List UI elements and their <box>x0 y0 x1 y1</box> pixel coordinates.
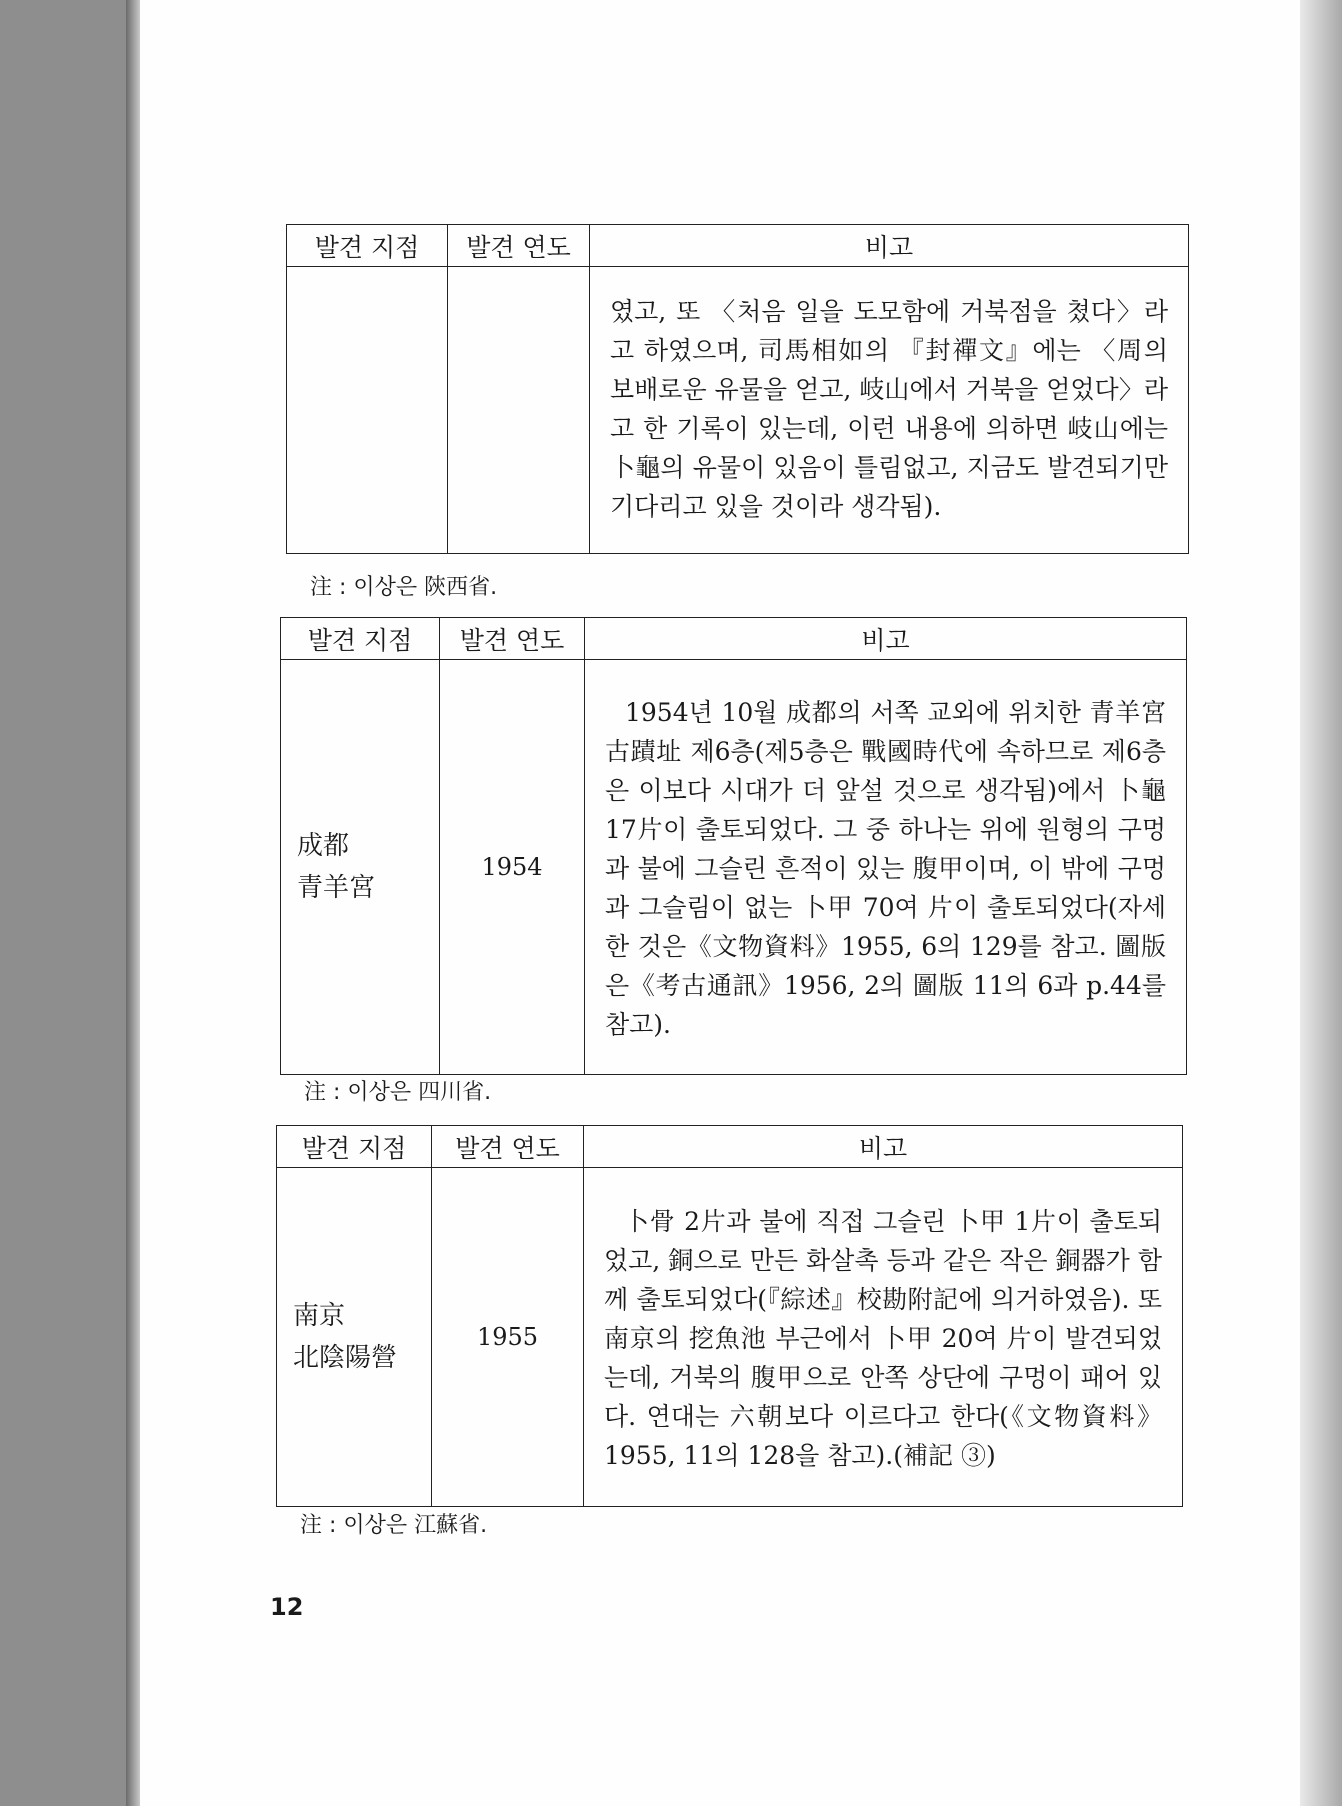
cell-remark: 卜骨 2片과 불에 직접 그슬린 卜甲 1片이 출토되었고, 銅으로 만든 화살촉 등과 같은 작은 銅器가 함께 출토되었다(『綜述』校勘附記에 의거하였음). 또 南京의 挖魚池 부근에서 卜甲 20여 片이 발견되었는데, 거북의 腹甲으로 안쪽 상단에 구멍이 패어 있다. 연대는 六朝보다 이르다고 한다(《文物資料》1955, 11의 128을 참고).(補記 ③) <box>584 1168 1183 1507</box>
header-year: 발견 연도 <box>440 618 585 660</box>
table-shaanxi <box>286 224 1189 554</box>
table-header-row <box>287 225 1189 267</box>
cell-location: 南京 北陰陽營 <box>277 1168 432 1507</box>
header-remark: 비고 <box>584 1126 1183 1168</box>
table-row <box>281 660 1187 1075</box>
table-jiangsu <box>276 1125 1183 1507</box>
header-location: 발견 지점 <box>281 618 440 660</box>
table-note: 注 : 이상은 江蘇省. <box>300 1513 488 1538</box>
cell-location: 成都 青羊宮 <box>281 660 440 1075</box>
cell-remark: 1954년 10월 成都의 서쪽 교외에 위치한 青羊宮 古蹟址 제6층(제5층은 戰國時代에 속하므로 제6층은 이보다 시대가 더 앞설 것으로 생각됨)에서 卜龜 17片이 출토되었다. 그 중 하나는 위에 원형의 구멍과 불에 그슬린 흔적이 있는 腹甲이며, 이 밖에 구멍과 그슬림이 없는 卜甲 70여 片이 출토되었다(자세한 것은《文物資料》1955, 6의 129를 참고. 圖版은《考古通訊》1956, 2의 圖版 11의 6과 p.44를 참고). <box>585 660 1187 1075</box>
header-location: 발견 지점 <box>287 225 448 267</box>
cell-year: 1955 <box>432 1168 584 1507</box>
table-sichuan <box>280 617 1187 1075</box>
header-year: 발견 연도 <box>448 225 590 267</box>
header-remark: 비고 <box>590 225 1189 267</box>
page-number: 12 <box>270 1593 304 1621</box>
table-note: 注 : 이상은 四川省. <box>304 1080 492 1105</box>
table-note: 注 : 이상은 陝西省. <box>310 575 498 600</box>
page-right-edge <box>1300 0 1342 1806</box>
table-row <box>287 267 1189 554</box>
table-row <box>277 1168 1183 1507</box>
cell-year <box>448 267 590 554</box>
header-remark: 비고 <box>585 618 1187 660</box>
cell-location <box>287 267 448 554</box>
header-year: 발견 연도 <box>432 1126 584 1168</box>
table-header-row <box>281 618 1187 660</box>
header-location: 발견 지점 <box>277 1126 432 1168</box>
cell-remark: 였고, 또 〈처음 일을 도모함에 거북점을 쳤다〉라고 하였으며, 司馬相如의 『封禪文』에는 〈周의 보배로운 유물을 얻고, 岐山에서 거북을 얻었다〉라고 한 기록이 있는데, 이런 내용에 의하면 岐山에는 卜龜의 유물이 있음이 틀림없고, 지금도 발견되기만 기다리고 있을 것이라 생각됨). <box>590 267 1189 554</box>
cell-year: 1954 <box>440 660 585 1075</box>
table-header-row <box>277 1126 1183 1168</box>
